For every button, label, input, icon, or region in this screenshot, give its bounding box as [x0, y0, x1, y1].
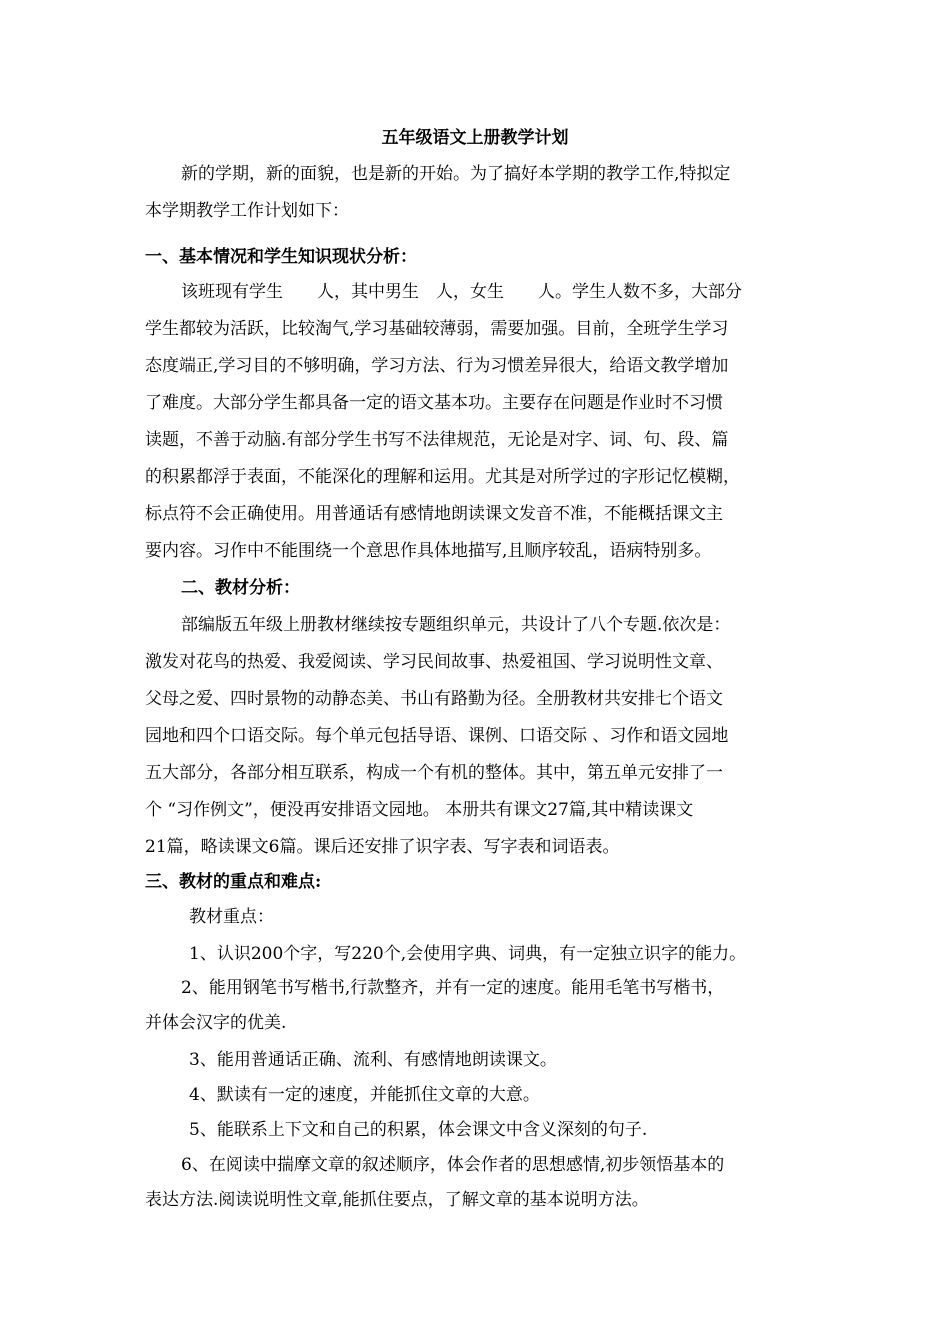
list-item: 6、在阅读中揣摩文章的叙述顺序，体会作者的思想感情,初步领悟基本的 — [181, 1155, 725, 1175]
section-heading-3: 三、教材的重点和难点: — [145, 872, 322, 892]
list-item: 1、认识200个字，写220个,会使用字典、词典，有一定独立识字的能力。 — [189, 944, 747, 964]
section-heading-2: 二、教材分析： — [181, 578, 300, 598]
document-title: 五年级语文上册教学计划 — [381, 128, 569, 148]
paragraph-line: 要内容。习作中不能围绕一个意思作具体地描写,且顺序较乱，语病特别多。 — [145, 541, 712, 561]
intro-line-1: 新的学期，新的面貌，也是新的开始。为了搞好本学期的教学工作,特拟定 — [181, 164, 731, 184]
paragraph-line: 21篇，略读课文6篇。课后还安排了识字表、写字表和词语表。 — [145, 837, 620, 857]
paragraph-line: 园地和四个口语交际。每个单元包括导语、课例、口语交际 、习作和语文园地 — [145, 726, 729, 746]
paragraph-line: 的积累都浮于表面，不能深化的理解和运用。尤其是对所学过的字形记忆模糊， — [145, 467, 740, 487]
intro-line-2: 本学期教学工作计划如下： — [145, 201, 349, 221]
paragraph-line: 读题，不善于动脑.有部分学生书写不法律规范，无论是对字、词、句、段、篇 — [145, 430, 729, 450]
list-item: 4、默读有一定的速度，并能抓住文章的大意。 — [189, 1085, 540, 1105]
paragraph-line: 了难度。大部分学生都具备一定的语文基本功。主要存在问题是作业时不习惯 — [145, 393, 723, 413]
paragraph-line: 部编版五年级上册教材继续按专题组织单元，共设计了八个专题.依次是： — [181, 615, 731, 635]
paragraph-line: 父母之爱、四时景物的动静态美、书山有路勤为径。全册教材共安排七个语文 — [145, 689, 723, 709]
paragraph-line: 激发对花鸟的热爱、我爱阅读、学习民间故事、热爱祖国、学习说明性文章、 — [145, 652, 723, 672]
section-heading-1: 一、基本情况和学生知识现状分析： — [145, 247, 417, 267]
paragraph-line: 该班现有学生 人，其中男生 人，女生 人。学生人数不多，大部分 — [181, 282, 742, 302]
list-item: 2、能用钢笔书写楷书,行款整齐，并有一定的速度。能用毛笔书写楷书， — [181, 978, 725, 998]
paragraph-line: 态度端正,学习目的不够明确，学习方法、行为习惯差异很大，给语文教学增加 — [145, 356, 729, 376]
list-item: 3、能用普通话正确、流利、有感情地朗读课文。 — [189, 1050, 557, 1070]
paragraph-line: 学生都较为活跃，比较淘气,学习基础较薄弱，需要加强。目前，全班学生学习 — [145, 319, 729, 339]
list-item-continuation: 表达方法.阅读说明性文章,能抓住要点，了解文章的基本说明方法。 — [145, 1190, 649, 1210]
paragraph-line: 五大部分，各部分相互联系，构成一个有机的整体。其中，第五单元安排了一 — [145, 763, 723, 783]
paragraph-line: 个 “习作例文”，便没再安排语文园地。 本册共有课文27篇,其中精读课文 — [145, 800, 694, 820]
paragraph-line: 标点符不会正确使用。用普通话有感情地朗读课文发音不准，不能概括课文主 — [145, 504, 723, 524]
list-item-continuation: 并体会汉字的优美. — [145, 1013, 287, 1033]
list-item: 5、能联系上下文和自己的积累，体会课文中含义深刻的句子. — [189, 1120, 648, 1140]
subheading-key-points: 教材重点： — [189, 907, 274, 927]
